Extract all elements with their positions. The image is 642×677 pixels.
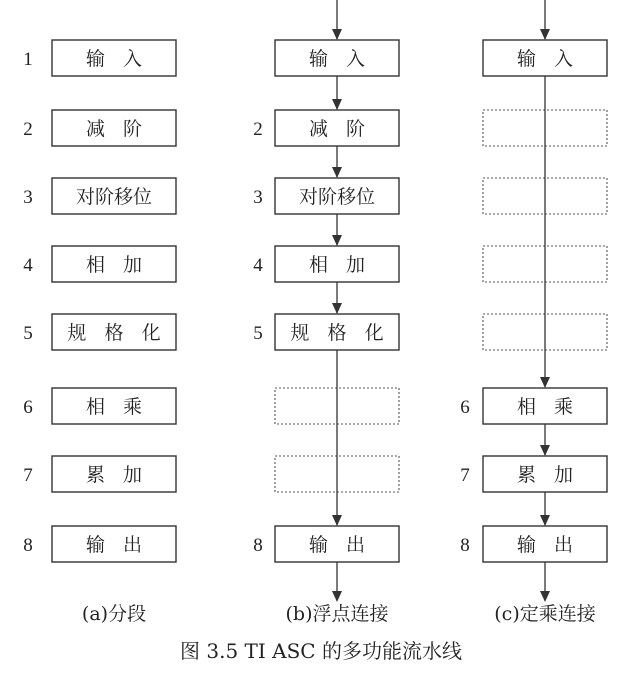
stage-number-c-7: 7 xyxy=(460,465,470,486)
flow-arrow-c-6-7 xyxy=(540,445,550,456)
stage-label-b-3: 对阶移位 xyxy=(298,186,376,208)
stage-label-a-4: 相 加 xyxy=(85,254,143,276)
stage-number-b-8: 8 xyxy=(253,535,263,556)
column-caption-a: (a)分段 xyxy=(81,603,147,625)
flow-arrow-b-4-5 xyxy=(332,303,342,314)
stage-label-a-7: 累 加 xyxy=(85,464,143,486)
inflow-arrow-c xyxy=(540,29,550,40)
stage-label-b-8: 输 出 xyxy=(308,534,366,556)
stage-label-c-1: 输 入 xyxy=(516,48,574,70)
stage-label-b-1: 输 入 xyxy=(308,48,366,70)
stage-number-b-4: 4 xyxy=(253,255,263,276)
flow-arrow-b-1-2 xyxy=(332,99,342,110)
stage-label-a-2: 减 阶 xyxy=(85,118,143,140)
flow-arrow-b-5-8 xyxy=(332,515,342,526)
stage-number-a-3: 3 xyxy=(23,187,33,208)
stage-label-a-5: 规 格 化 xyxy=(67,322,161,344)
flow-arrow-b-2-3 xyxy=(332,167,342,178)
flow-arrow-c-7-8 xyxy=(540,515,550,526)
stage-label-b-5: 规 格 化 xyxy=(290,322,384,344)
flow-arrow-c-1-6 xyxy=(540,377,550,388)
flow-arrow-b-3-4 xyxy=(332,235,342,246)
stage-number-b-3: 3 xyxy=(253,187,263,208)
stage-number-c-8: 8 xyxy=(460,535,470,556)
outflow-arrow-b xyxy=(332,591,342,602)
stage-label-c-7: 累 加 xyxy=(516,464,574,486)
stage-number-a-2: 2 xyxy=(23,119,33,140)
stage-number-b-5: 5 xyxy=(253,323,263,344)
column-caption-b: (b)浮点连接 xyxy=(285,603,389,625)
stage-label-c-6: 相 乘 xyxy=(516,396,574,418)
stage-label-b-2: 减 阶 xyxy=(308,118,366,140)
flow-arrows-layer xyxy=(332,0,550,602)
inflow-arrow-b xyxy=(332,29,342,40)
stage-number-a-8: 8 xyxy=(23,535,33,556)
stage-number-c-6: 6 xyxy=(460,397,470,418)
stage-number-a-6: 6 xyxy=(23,397,33,418)
stage-label-a-1: 输 入 xyxy=(85,48,143,70)
stage-number-b-2: 2 xyxy=(253,119,263,140)
stage-label-b-4: 相 加 xyxy=(308,254,366,276)
column-caption-c: (c)定乘连接 xyxy=(494,603,596,625)
stage-label-c-8: 输 出 xyxy=(516,534,574,556)
stage-label-a-3: 对阶移位 xyxy=(75,186,153,208)
stage-label-a-8: 输 出 xyxy=(85,534,143,556)
figure-caption: 图 3.5 TI ASC 的多功能流水线 xyxy=(180,639,462,663)
outflow-arrow-c xyxy=(540,591,550,602)
stage-number-a-1: 1 xyxy=(23,49,33,70)
stage-number-a-7: 7 xyxy=(23,465,33,486)
stage-number-a-5: 5 xyxy=(23,323,33,344)
stage-label-a-6: 相 乘 xyxy=(85,396,143,418)
stage-number-a-4: 4 xyxy=(23,255,33,276)
